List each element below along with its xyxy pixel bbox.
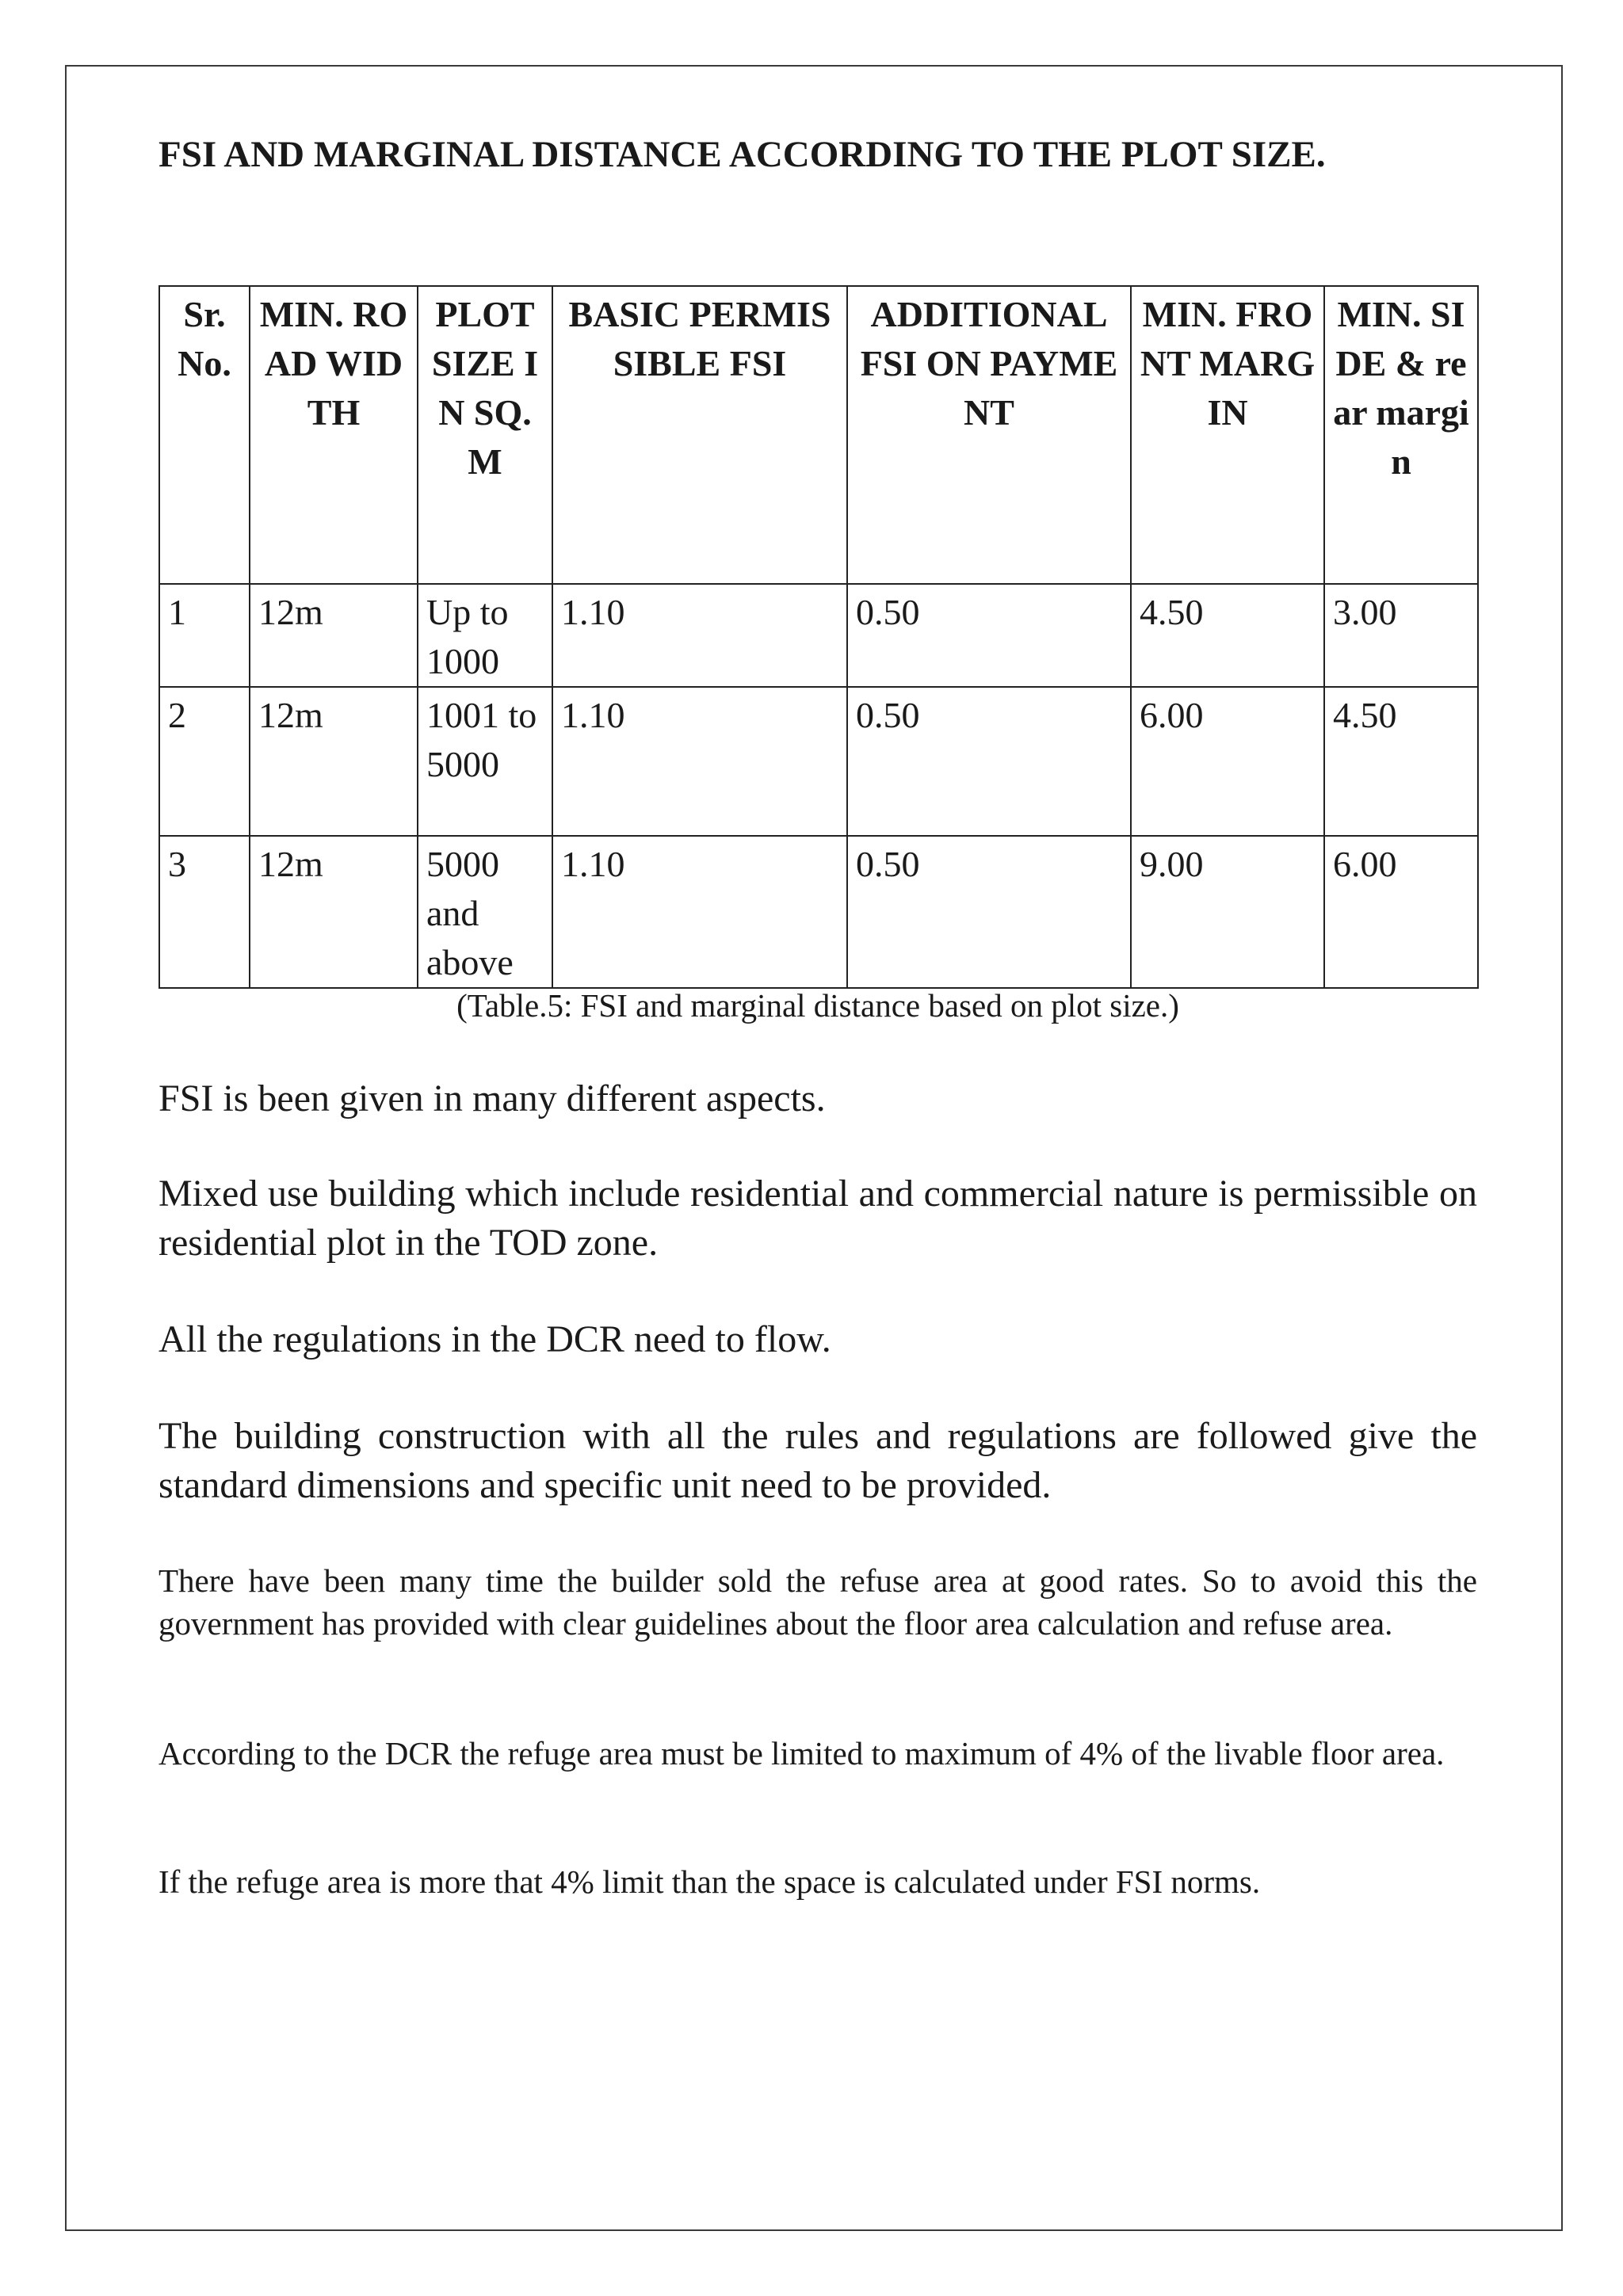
cell-side-rear-margin: 6.00 bbox=[1324, 836, 1478, 988]
cell-front-margin: 9.00 bbox=[1131, 836, 1324, 988]
cell-sr-no: 3 bbox=[159, 836, 250, 988]
fsi-table bbox=[158, 285, 1479, 989]
cell-side-rear-margin: 4.50 bbox=[1324, 687, 1478, 836]
paragraph-refuge-fsi: If the refuge area is more that 4% limit than the space is calculated under FSI norms. bbox=[158, 1863, 1261, 1900]
header-side-rear-margin: MIN. SIDE & rear margin bbox=[1324, 286, 1478, 584]
cell-road-width: 12m bbox=[250, 836, 418, 988]
cell-plot-size: Up to 1000 bbox=[418, 584, 552, 687]
table-row bbox=[159, 836, 1478, 988]
cell-front-margin: 4.50 bbox=[1131, 584, 1324, 687]
table-header-row bbox=[159, 286, 1478, 584]
paragraph-building-construction: The building construction with all the rules and regulations are followed give the standard dimensions and specific unit need to be provided. bbox=[158, 1415, 1477, 1506]
cell-basic-fsi: 1.10 bbox=[552, 836, 847, 988]
table-caption: (Table.5: FSI and marginal distance based on plot size.) bbox=[456, 987, 1179, 1024]
paragraph-mixed-use: Mixed use building which include residential and commercial nature is permissible on residential plot in the TOD zone. bbox=[158, 1173, 1477, 1264]
header-front-margin: MIN. FRONT MARGIN bbox=[1131, 286, 1324, 584]
cell-additional-fsi: 0.50 bbox=[847, 584, 1131, 687]
cell-sr-no: 1 bbox=[159, 584, 250, 687]
header-additional-fsi: ADDITIONAL FSI ON PAYMENT bbox=[847, 286, 1131, 584]
cell-plot-size: 5000 and above bbox=[418, 836, 552, 988]
table-row bbox=[159, 687, 1478, 836]
cell-road-width: 12m bbox=[250, 584, 418, 687]
cell-road-width: 12m bbox=[250, 687, 418, 836]
cell-additional-fsi: 0.50 bbox=[847, 687, 1131, 836]
cell-sr-no: 2 bbox=[159, 687, 250, 836]
table-row bbox=[159, 584, 1478, 687]
header-sr-no: Sr. No. bbox=[159, 286, 250, 584]
cell-additional-fsi: 0.50 bbox=[847, 836, 1131, 988]
header-basic-fsi: BASIC PERMISSIBLE FSI bbox=[552, 286, 847, 584]
header-road-width: MIN. ROAD WIDTH bbox=[250, 286, 418, 584]
cell-side-rear-margin: 3.00 bbox=[1324, 584, 1478, 687]
paragraph-refuge-limit: According to the DCR the refuge area must be limited to maximum of 4% of the livable floor area. bbox=[158, 1735, 1445, 1772]
page-heading: FSI AND MARGINAL DISTANCE ACCORDING TO THE PLOT SIZE. bbox=[158, 134, 1326, 175]
paragraph-fsi-aspects: FSI is been given in many different aspects. bbox=[158, 1077, 826, 1119]
header-plot-size: PLOT SIZE IN SQ. M bbox=[418, 286, 552, 584]
cell-basic-fsi: 1.10 bbox=[552, 584, 847, 687]
cell-plot-size: 1001 to 5000 bbox=[418, 687, 552, 836]
paragraph-dcr-regulations: All the regulations in the DCR need to flow. bbox=[158, 1318, 831, 1360]
paragraph-refuse-area: There have been many time the builder sold the refuse area at good rates. So to avoid this the government has provided with clear guidelines about the floor area calculation and refuse area. bbox=[158, 1562, 1477, 1642]
cell-front-margin: 6.00 bbox=[1131, 687, 1324, 836]
cell-basic-fsi: 1.10 bbox=[552, 687, 847, 836]
